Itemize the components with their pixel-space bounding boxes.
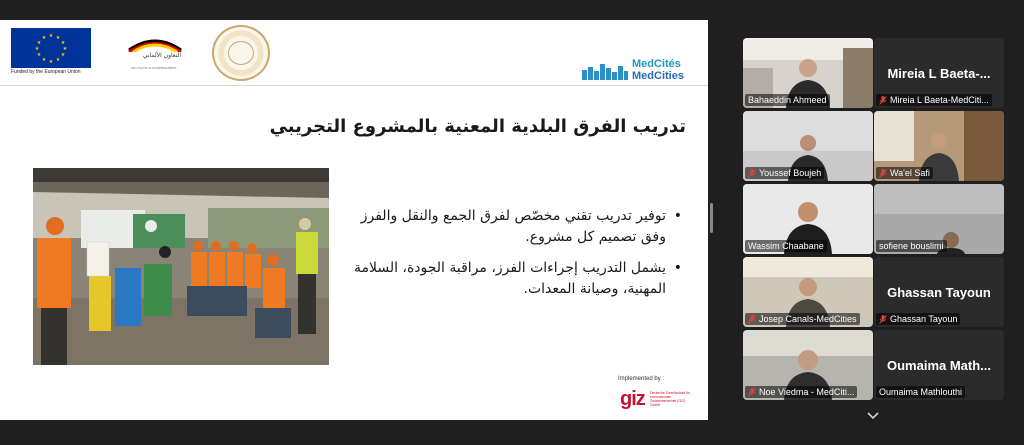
german-cooperation-logo (125, 34, 187, 74)
participant-tile[interactable] (874, 38, 1004, 108)
participant-name-tag (876, 167, 933, 179)
medcities-logo (582, 56, 696, 84)
bullet-item: • يشمل التدريب إجراءات الفرز، مراقبة الجودة، السلامة المهنية، وصيانة المعدات. (352, 258, 682, 300)
seal-emblem (228, 41, 254, 65)
participant-name: Bahaeddin Ahmeed (748, 95, 827, 105)
mic-off-icon (748, 388, 756, 397)
implemented-by-label: Implemented by : (618, 376, 665, 382)
participant-tile[interactable] (743, 257, 873, 327)
giz-subtext: Deutsche Gesellschaft für Internationale Zusammenarbeit (GIZ) GmbH (650, 391, 691, 407)
svg-text:★: ★ (48, 33, 54, 39)
svg-text:★: ★ (41, 35, 47, 41)
mic-off-icon (879, 96, 887, 105)
participant-tile[interactable] (743, 111, 873, 181)
participant-display-name: Ghassan Tayoun (887, 285, 991, 300)
medcities-line-1: MedCités (632, 58, 681, 70)
participant-name: Noe Viedma - MedCiti... (759, 387, 855, 397)
mic-off-icon (879, 169, 887, 178)
svg-text:★: ★ (36, 40, 42, 46)
mic-off-icon (748, 315, 756, 324)
participant-name-tag (876, 313, 960, 325)
slide-title: تدريب الفرق البلدية المعنية بالمشروع التجريبي (269, 116, 686, 137)
participant-name: sofiene bouslimi (879, 241, 944, 251)
participant-name: Josep Canals-MedCities (759, 314, 857, 324)
participant-tile[interactable] (874, 330, 1004, 400)
mic-off-icon (748, 169, 756, 178)
slide-header (0, 20, 708, 86)
bullet-list (352, 206, 682, 310)
giz-logo: giz (620, 388, 645, 410)
training-photo (33, 168, 329, 365)
participant-name: Youssef Boujeh (759, 168, 822, 178)
german-cooperation-subtext: DEUTSCHE ZUSAMMENARBEIT (131, 66, 177, 70)
participant-tile[interactable] (743, 330, 873, 400)
participant-name-tag (745, 386, 857, 398)
ministry-seal-logo (212, 25, 270, 81)
participant-name-tag (876, 240, 947, 252)
participant-display-name: Mireia L Baeta-... (887, 66, 991, 81)
participant-tile[interactable] (874, 257, 1004, 327)
participant-tile[interactable] (874, 111, 1004, 181)
svg-text:★: ★ (62, 46, 68, 52)
participant-name-tag (876, 386, 965, 398)
shared-slide (0, 20, 708, 420)
participant-tile[interactable] (743, 38, 873, 108)
participant-name: Ghassan Tayoun (890, 314, 958, 324)
chevron-down-icon (867, 412, 879, 420)
mic-off-icon (879, 315, 887, 324)
panel-resize-handle[interactable] (710, 203, 713, 233)
eu-caption: Funded by the European Union (11, 69, 81, 75)
participant-name-tag (745, 167, 824, 179)
participant-name: Oumaima Mathlouthi (879, 387, 963, 397)
participant-tile-active-speaker[interactable] (743, 184, 873, 254)
svg-text:★: ★ (41, 57, 47, 63)
participant-tile[interactable] (874, 184, 1004, 254)
skyline-icon (582, 62, 628, 80)
svg-text:★: ★ (36, 52, 42, 58)
medcities-line-2: MedCities (632, 70, 684, 82)
participant-name-tag (745, 240, 827, 252)
svg-text:★: ★ (55, 35, 61, 41)
eu-flag-logo (11, 28, 91, 68)
svg-text:★: ★ (48, 59, 54, 65)
svg-text:★: ★ (55, 57, 61, 63)
participant-name-tag (745, 313, 860, 325)
participant-name: Mireia L Baeta-MedCiti... (890, 95, 989, 105)
participant-name-tag (745, 94, 830, 106)
participant-name-tag (876, 94, 992, 106)
svg-text:★: ★ (60, 52, 66, 58)
participant-name: Wassim Chaabane (748, 241, 824, 251)
svg-text:★: ★ (60, 40, 66, 46)
more-participants-button[interactable] (843, 403, 903, 429)
participant-display-name: Oumaima Math... (886, 358, 992, 373)
svg-text:★: ★ (34, 46, 40, 52)
german-cooperation-text: التعاون الألماني (142, 52, 181, 59)
participant-name: Wa'el Safi (890, 168, 930, 178)
medcities-wordmark (632, 58, 684, 82)
bullet-item: • توفير تدريب تقني مخصّص لفرق الجمع والنقل والفرز وفق تصميم كل مشروع. (352, 206, 682, 248)
